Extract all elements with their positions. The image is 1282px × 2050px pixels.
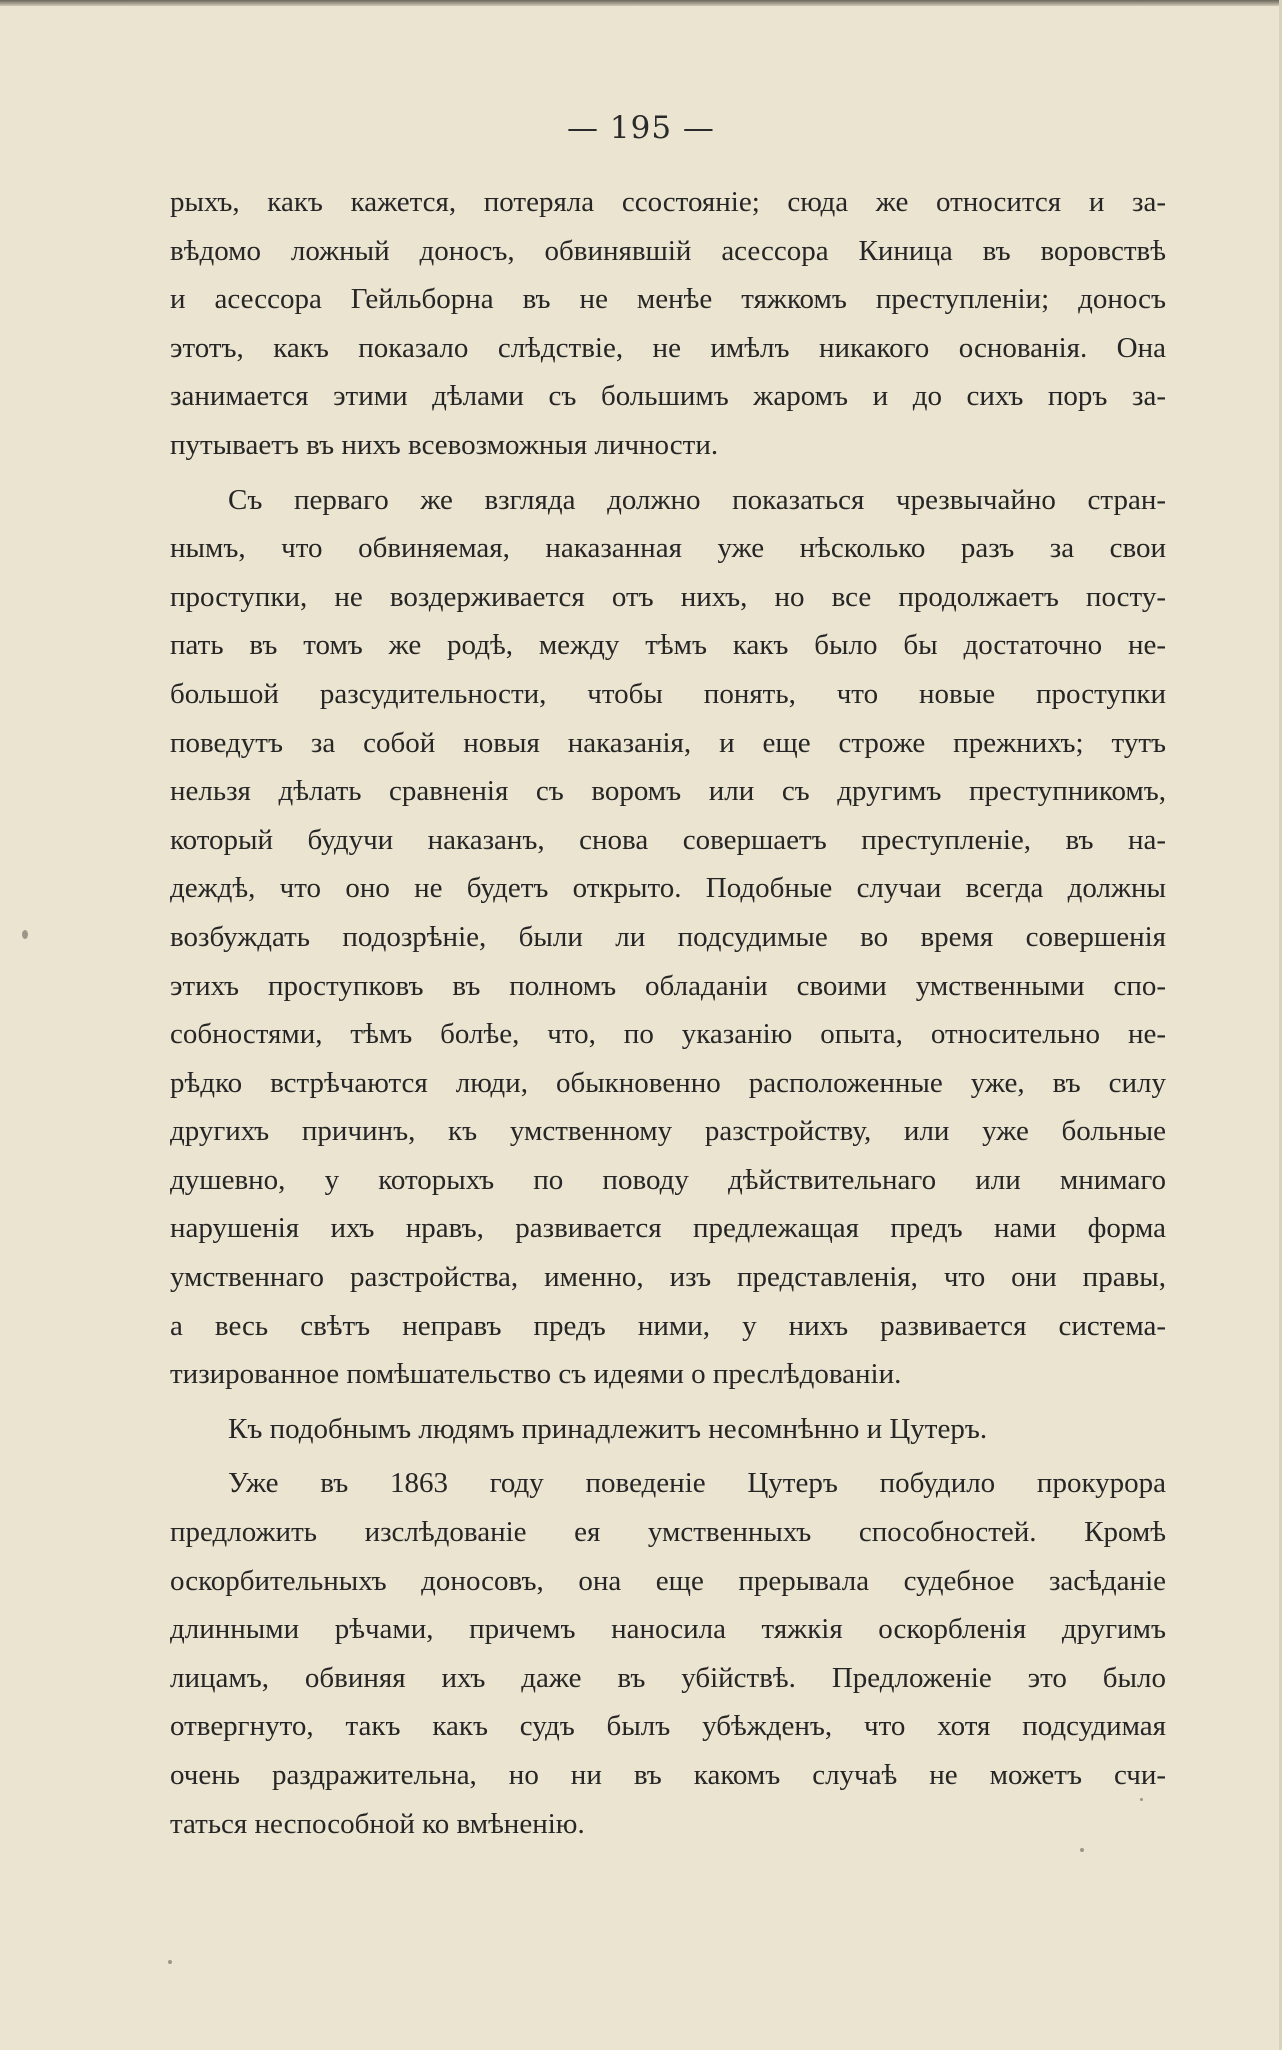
text-line: Уже въ 1863 году поведенiе Цутеръ побудило прокурора — [228, 1467, 1166, 1500]
text-line: путываетъ въ нихъ всевозможныя личности. — [170, 428, 719, 461]
paragraph — [170, 1459, 1166, 1848]
text-line: который будучи наказанъ, снова совершаетъ преступленiе, въ на- — [170, 823, 1166, 856]
paragraph — [170, 476, 1166, 1399]
text-line: поведутъ за собой новыя наказанiя, и еще строже прежнихъ; тутъ — [170, 726, 1166, 759]
text-line: собностями, тѣмъ болѣе, что, по указанiю опыта, относительно не- — [170, 1018, 1166, 1051]
text-line: пать въ томъ же родѣ, между тѣмъ какъ было бы достаточно не- — [170, 629, 1166, 662]
text-line: нымъ, что обвиняемая, наказанная уже нѣсколько разъ за свои — [170, 532, 1166, 565]
text-line: рыхъ, какъ кажется, потеряла ссостоянiе; сюда же относится и за- — [170, 186, 1166, 218]
text-line: рѣдко встрѣчаются люди, обыкновенно расположенные уже, въ силу — [170, 1066, 1166, 1099]
text-line: этихъ проступковъ въ полномъ обладанiи своими умственными спо- — [170, 969, 1166, 1002]
scan-speck — [22, 930, 28, 939]
text-line: проступки, не воздерживается отъ нихъ, но все продолжаетъ посту- — [170, 580, 1166, 613]
text-line: предложить изслѣдованiе ея умственныхъ способностей. Кромѣ — [170, 1516, 1166, 1549]
text-line: очень раздражительна, но ни въ какомъ случаѣ не можетъ счи- — [170, 1759, 1166, 1791]
text-body — [170, 178, 1166, 1854]
scan-speck — [168, 1960, 172, 1964]
text-line: оскорбительныхъ доносовъ, она еще прерывала судебное засѣданiе — [170, 1564, 1166, 1597]
paragraph — [170, 1405, 1166, 1454]
text-line: Къ подобнымъ людямъ принадлежитъ несомнѣнно и Цутеръ. — [228, 1412, 988, 1445]
text-line: нельзя дѣлать сравненiя съ воромъ или съ другимъ преступникомъ, — [170, 775, 1166, 808]
text-line: длинными рѣчами, причемъ наносила тяжкiя оскорбленiя другимъ — [170, 1613, 1166, 1646]
text-line: возбуждать подозрѣнiе, были ли подсудимые во время совершенiя — [170, 920, 1166, 953]
scan-edge-top — [0, 0, 1282, 6]
scan-speck — [1080, 1848, 1084, 1852]
text-line: занимается этими дѣлами съ большимъ жаромъ и до сихъ поръ за- — [170, 380, 1166, 413]
text-line: вѣдомо ложный доносъ, обвинявшiй асессора Киница въ воровствѣ — [170, 234, 1166, 267]
scan-speck — [1140, 1798, 1143, 1801]
text-line: нарушенiя ихъ нравъ, развивается предлежащая предъ нами форма — [170, 1212, 1166, 1245]
text-line: деждѣ, что оно не будетъ открыто. Подобные случаи всегда должны — [170, 872, 1166, 905]
text-line: отвергнуто, такъ какъ судъ былъ убѣжденъ, что хотя подсудимая — [170, 1710, 1166, 1743]
page-number: — 195 — — [567, 110, 715, 146]
text-line: таться неспособной ко вмѣненiю. — [170, 1807, 585, 1840]
text-line: умственнаго разстройства, именно, изъ представленiя, что они правы, — [170, 1261, 1166, 1294]
text-line: и асессора Гейльборна въ не менѣе тяжкомъ преступленiи; доносъ — [170, 283, 1166, 316]
text-line: большой разсудительности, чтобы понять, что новые проступки — [170, 677, 1166, 710]
text-line: Съ перваго же взгляда должно показаться чрезвычайно стран- — [228, 483, 1166, 516]
paragraph — [170, 178, 1166, 470]
text-line: другихъ причинъ, къ умственному разстройству, или уже больные — [170, 1115, 1166, 1148]
text-line: душевно, у которыхъ по поводу дѣйствительнаго или мнимаго — [170, 1163, 1166, 1196]
text-line: этотъ, какъ показало слѣдствiе, не имѣлъ никакого основанiя. Она — [170, 331, 1166, 364]
text-line: а весь свѣтъ неправъ предъ ними, у нихъ развивается система- — [170, 1309, 1166, 1342]
text-line: тизированное помѣшательство съ идеями о преслѣдованiи. — [170, 1358, 902, 1391]
text-line: лицамъ, обвиняя ихъ даже въ убiйствѣ. Предложенiе это было — [170, 1661, 1166, 1694]
